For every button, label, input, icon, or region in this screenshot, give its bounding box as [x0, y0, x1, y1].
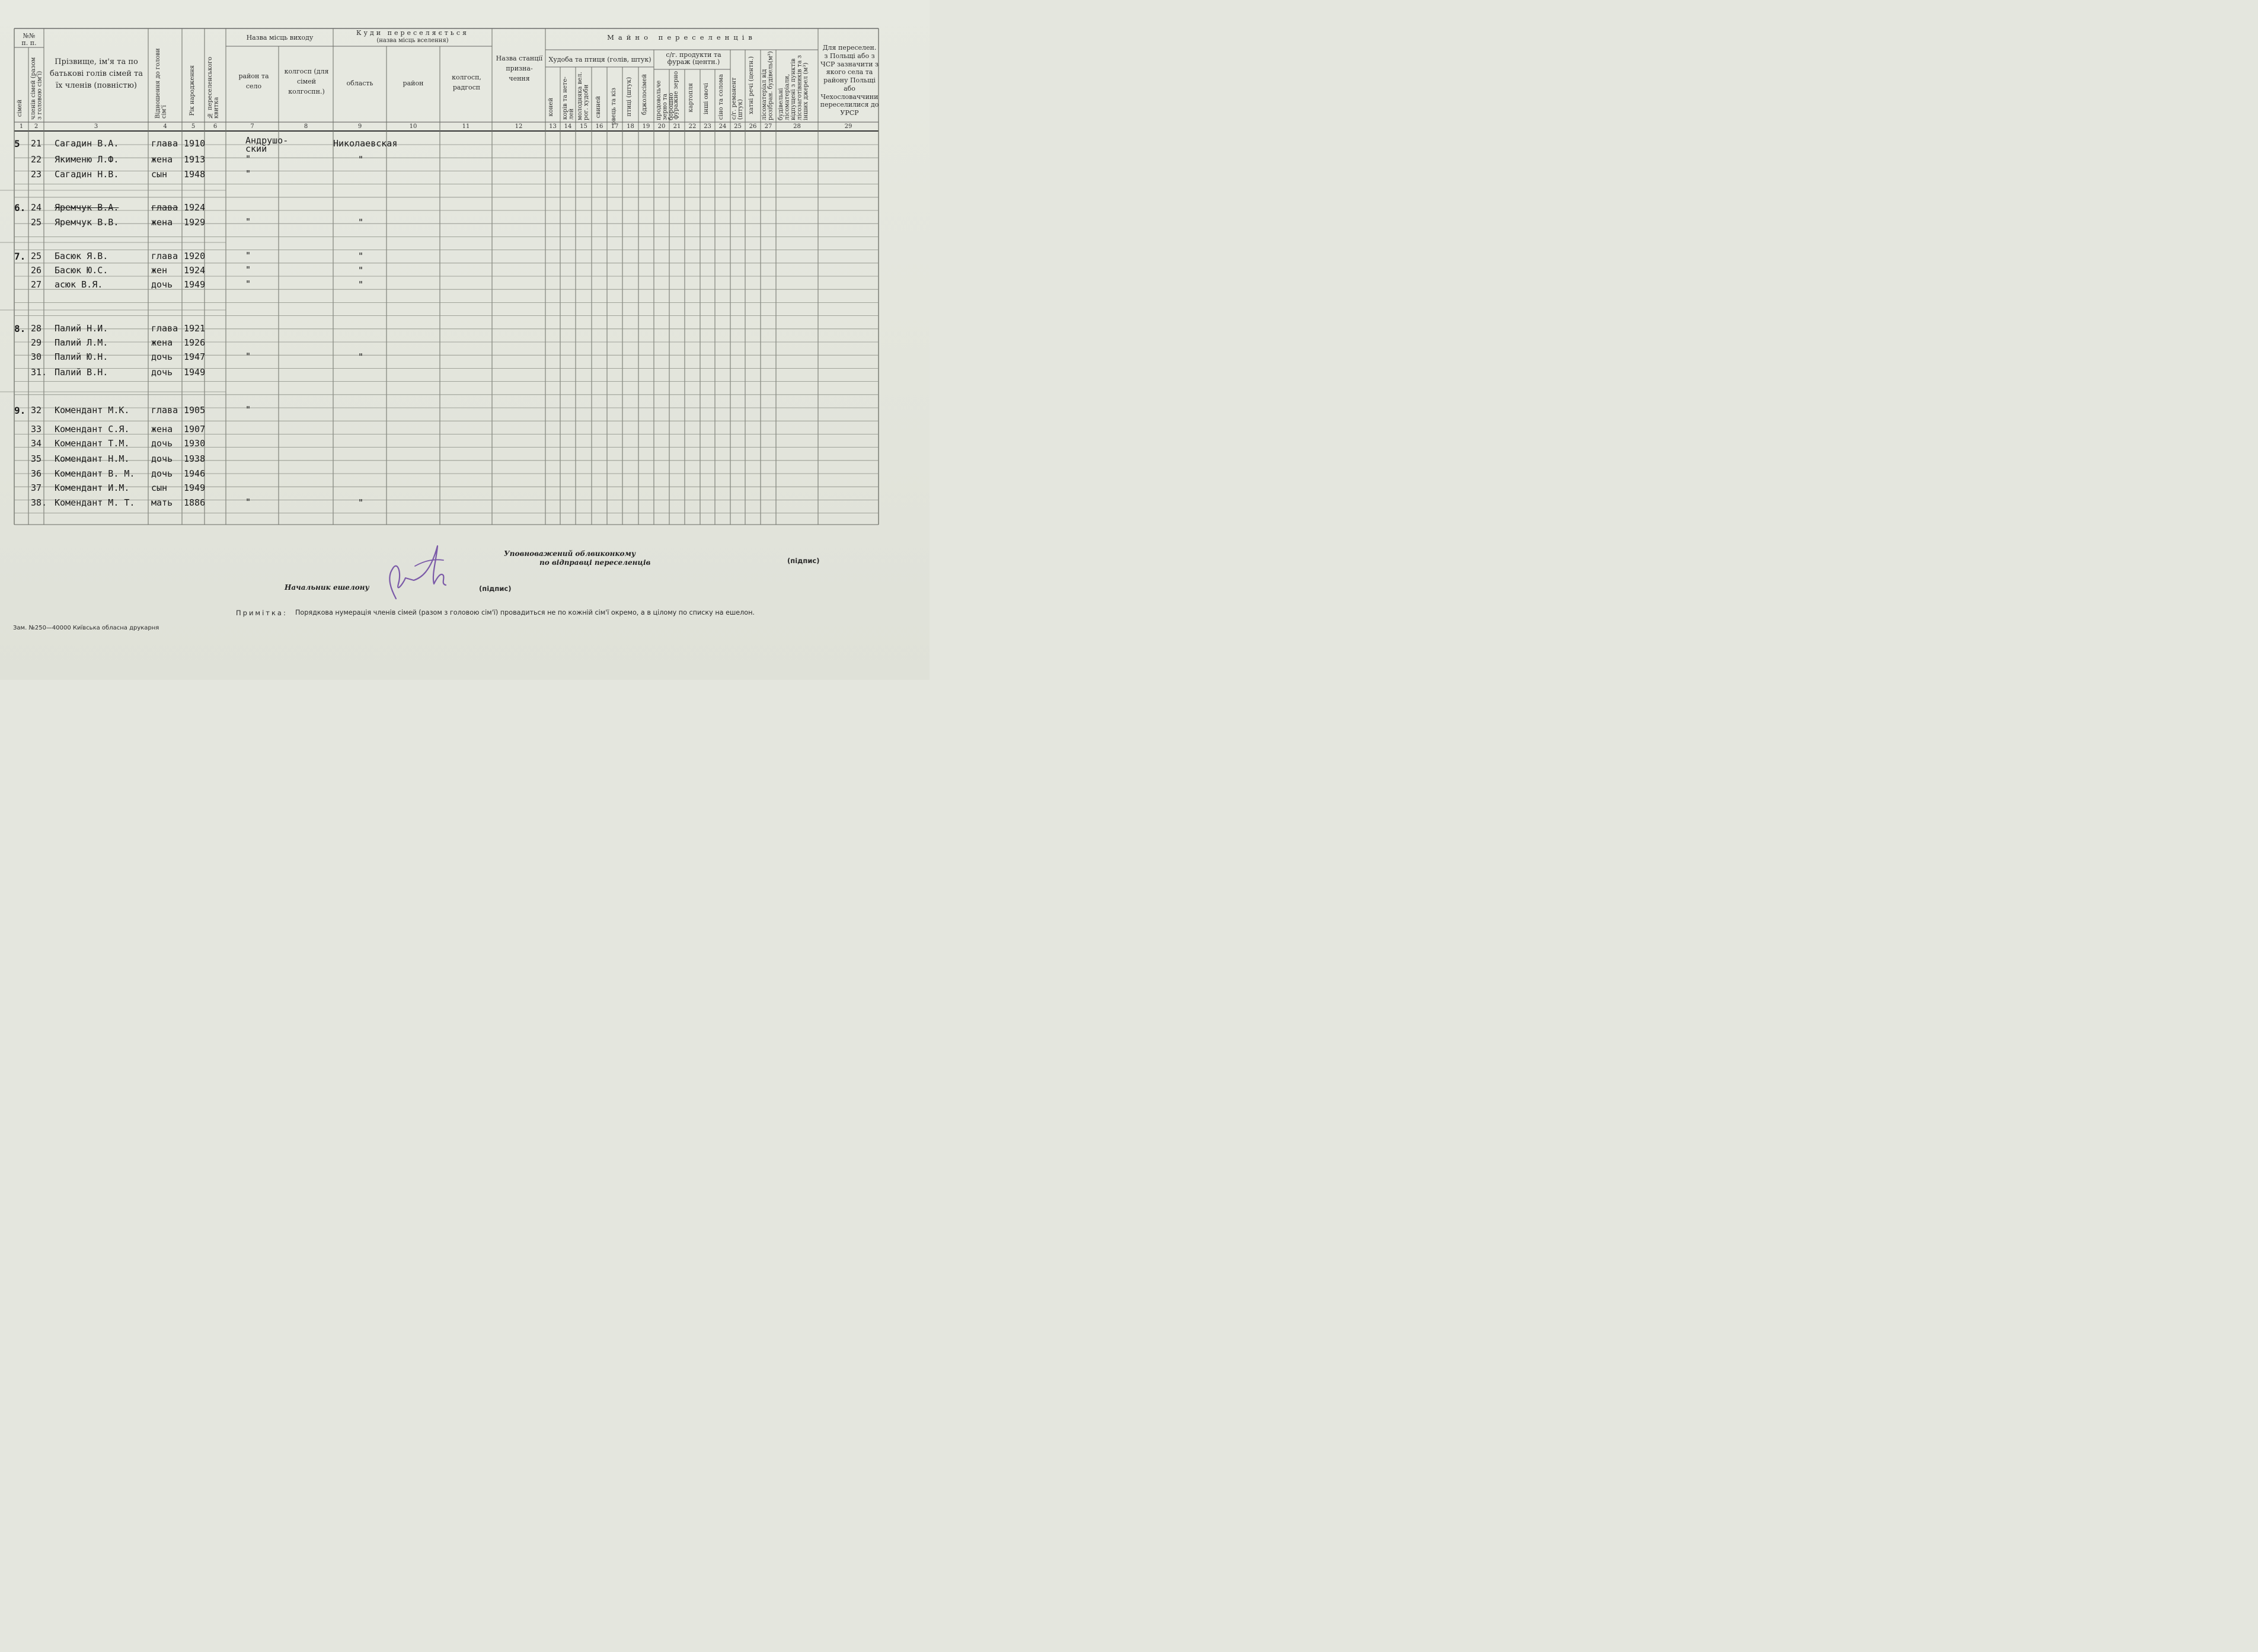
header-produce: с/г. продукти та фураж (центн.)	[666, 51, 721, 66]
member-name: Сагадин В.А.	[55, 138, 119, 149]
member-relation: сын	[151, 483, 168, 493]
family-number: 8.	[14, 323, 26, 334]
column-number: 7	[250, 123, 254, 130]
member-relation: жена	[151, 424, 173, 434]
header-sheep: овець та кіз	[611, 88, 617, 125]
header-household: хатні речі (центн.)	[748, 56, 755, 114]
destination-oblast: "	[358, 279, 364, 290]
header-property: Майно переселенців	[607, 33, 756, 41]
header-raion-selo: район та село	[238, 72, 269, 91]
header-livestock: Худоба та птиця (голів, штук)	[548, 56, 651, 63]
destination-oblast: "	[358, 265, 364, 276]
member-number: 36	[31, 468, 42, 479]
member-relation: дочь	[151, 438, 173, 449]
column-number: 29	[844, 123, 852, 130]
member-number: 29	[31, 337, 42, 348]
exit-raion-selo: "	[245, 351, 251, 362]
column-number: 16	[595, 123, 603, 130]
destination-oblast: "	[358, 217, 364, 228]
exit-raion-selo: "	[245, 497, 251, 507]
authorized-line-2: по відправці переселенців	[539, 558, 651, 567]
authorized-line-1: Уповноважений облвиконкому	[504, 549, 636, 558]
member-relation: глава	[151, 138, 178, 149]
destination-oblast: "	[358, 154, 364, 165]
member-number: 28	[31, 323, 42, 334]
member-birth-year: 1948	[184, 169, 206, 180]
column-number: 9	[357, 123, 362, 130]
column-number: 6	[213, 123, 218, 130]
header-station: Назва станції призна-чення	[496, 55, 543, 83]
column-number: 25	[734, 123, 742, 130]
note-text: Порядкова нумерація членів сімей (разом з головою сім'ї) провадиться не по кожній сім'ї окремо, а в цілому по списку на ешелон.	[295, 609, 755, 616]
column-number: 3	[94, 123, 98, 130]
header-building-timber: будівельні лісоматеріали, відпущені з пунктів лісозаготівників та з інших джерел (м³)	[778, 55, 809, 120]
column-number: 10	[409, 123, 417, 130]
member-relation: дочь	[151, 352, 173, 362]
member-relation: глава	[151, 251, 178, 261]
member-number: 31.	[31, 367, 47, 378]
family-number: 9.	[14, 405, 26, 416]
column-number: 8	[304, 123, 308, 130]
column-number: 22	[688, 123, 697, 130]
member-relation: глава	[151, 202, 178, 213]
member-relation: жена	[151, 154, 173, 165]
resettlement-form-sheet	[0, 0, 930, 680]
handwritten-signature	[379, 542, 451, 608]
exit-raion-selo: Андрушо- ский	[245, 135, 289, 155]
member-name: Комендант Т.М.	[55, 438, 130, 449]
member-number: 32	[31, 405, 42, 416]
member-name: Басюк Ю.С.	[55, 265, 108, 276]
header-kolhosp-families: колгосп (для сімей колгоспн.)	[284, 68, 329, 96]
column-number: 28	[793, 123, 801, 130]
member-number: 24	[31, 202, 42, 213]
member-number: 25	[31, 251, 42, 261]
destination-oblast: Николаевская	[333, 138, 398, 149]
destination-oblast: "	[358, 251, 364, 261]
member-relation: жена	[151, 217, 173, 228]
member-birth-year: 1929	[184, 217, 206, 228]
exit-raion-selo: "	[245, 154, 251, 164]
member-name: Палий В.Н.	[55, 367, 108, 378]
header-birds: птиці (штук)	[626, 77, 633, 117]
header-cows: корів та нете-лей	[562, 76, 575, 120]
column-number: 2	[34, 123, 39, 130]
member-relation: дочь	[151, 468, 173, 479]
header-raion: район	[403, 79, 424, 87]
header-relation: Відношення до голови сім'ї	[155, 48, 168, 119]
header-exit-places: Назва місць виходу	[246, 34, 314, 41]
member-name: Комендант Н.М.	[55, 453, 130, 464]
exit-raion-selo: "	[245, 279, 251, 289]
member-birth-year: 1907	[184, 424, 206, 434]
column-number: 14	[564, 123, 572, 130]
header-pigs: свиней	[595, 96, 602, 119]
member-birth-year: 1949	[184, 367, 206, 378]
header-timber: лісоматеріал від розібран. будівель(м³)	[761, 51, 774, 120]
header-inventory: с/г. реманент (штук)	[731, 77, 744, 120]
column-number: 13	[549, 123, 557, 130]
header-birth-year: Рік народження	[189, 65, 196, 116]
member-name: Комендант М.К.	[55, 405, 130, 416]
header-nn: №№	[23, 32, 36, 40]
column-number: 26	[749, 123, 757, 130]
member-number: 35	[31, 453, 42, 464]
member-birth-year: 1930	[184, 438, 206, 449]
member-name: Яремчук В.В.	[55, 217, 119, 228]
column-number: 18	[627, 123, 634, 130]
column-number: 24	[718, 123, 727, 130]
note-label: Примітка:	[236, 609, 288, 617]
member-name: Яремчук В.А.	[55, 202, 119, 213]
exit-raion-selo: "	[245, 404, 251, 415]
header-potatoes: картопля	[688, 83, 694, 113]
member-relation: дочь	[151, 453, 173, 464]
header-young-cattle: молодняка вел. рог. худоби	[577, 72, 590, 120]
member-number: 33	[31, 424, 42, 434]
exit-raion-selo: "	[245, 264, 251, 275]
column-number: 17	[611, 123, 619, 130]
member-relation: глава	[151, 405, 178, 416]
column-number: 21	[673, 123, 681, 130]
exit-raion-selo: "	[245, 216, 251, 227]
member-birth-year: 1949	[184, 483, 206, 493]
member-birth-year: 1905	[184, 405, 206, 416]
header-oblast: область	[346, 79, 373, 87]
member-relation: мать	[151, 497, 173, 508]
column-number: 11	[462, 123, 470, 130]
member-number: 34	[31, 438, 42, 449]
member-number: 27	[31, 279, 42, 290]
member-name: Комендант И.М.	[55, 483, 130, 493]
member-relation: жена	[151, 337, 173, 348]
column-number: 1	[19, 123, 24, 130]
member-number: 21	[31, 138, 42, 149]
header-kolhosp-radhosp: колгосп, радгосп	[452, 74, 481, 92]
member-birth-year: 1924	[184, 202, 206, 213]
header-ticket: № переселенського квитка	[207, 56, 220, 119]
member-birth-year: 1949	[184, 279, 206, 290]
member-name: Комендант В. М.	[55, 468, 135, 479]
member-birth-year: 1921	[184, 323, 206, 334]
member-name: Палий Л.М.	[55, 337, 108, 348]
member-number: 38.	[31, 497, 47, 508]
column-number: 15	[580, 123, 587, 130]
family-number: 5	[14, 138, 20, 149]
echelon-chief-label: Начальник ешелону	[285, 583, 369, 592]
column-number: 5	[191, 123, 196, 130]
destination-oblast: "	[358, 497, 364, 508]
member-name: Сагадин Н.В.	[55, 169, 119, 180]
header-fodder-grain: фуражне зерно	[673, 71, 679, 120]
member-relation: жен	[151, 265, 168, 276]
exit-raion-selo: "	[245, 168, 251, 179]
column-number: 23	[704, 123, 711, 130]
member-birth-year: 1920	[184, 251, 206, 261]
authorized-signature-label: (підпис)	[787, 557, 820, 565]
member-number: 26	[31, 265, 42, 276]
member-birth-year: 1947	[184, 352, 206, 362]
column-number: 4	[163, 123, 167, 130]
destination-oblast: "	[358, 352, 364, 362]
column-number: 20	[657, 123, 666, 130]
member-name: Якименю Л.Ф.	[55, 154, 119, 165]
member-birth-year: 1886	[184, 497, 206, 508]
echelon-signature-label: (підпис)	[479, 584, 512, 593]
column-number: 19	[642, 123, 650, 130]
member-birth-year: 1946	[184, 468, 206, 479]
header-vegetables: інші овочі	[703, 83, 710, 115]
header-name: Прізвище, ім'я та по батькові голів сімей та їх членів (повністю)	[50, 57, 143, 91]
member-name: Комендант С.Я.	[55, 424, 130, 434]
member-name: Комендант М. Т.	[55, 497, 135, 508]
member-number: 30	[31, 352, 42, 362]
header-poland-note: Для переселен. з Польщі або з ЧСР зазначити з якого села та району Польщі або Чехословаччини переселилися до УРСР	[820, 44, 879, 117]
member-birth-year: 1913	[184, 154, 206, 165]
header-hay: сіно та солома	[718, 74, 724, 120]
member-name: Палий Ю.Н.	[55, 352, 108, 362]
column-number: 27	[764, 123, 772, 130]
printer-imprint: Зам. №250—40000 Київська обласна друкарня	[13, 625, 159, 631]
member-number: 22	[31, 154, 42, 165]
member-birth-year: 1910	[184, 138, 206, 149]
member-birth-year: 1938	[184, 453, 206, 464]
member-birth-year: 1924	[184, 265, 206, 276]
member-birth-year: 1926	[184, 337, 206, 348]
column-number: 12	[515, 123, 523, 130]
exit-raion-selo: "	[245, 250, 251, 261]
member-relation: дочь	[151, 367, 173, 378]
header-horses: коней	[548, 98, 554, 117]
member-number: 37	[31, 483, 42, 493]
family-number: 6.	[14, 202, 26, 213]
header-families: сімей	[17, 100, 23, 117]
header-destination-sub: (назва місць вселення)	[376, 37, 449, 44]
member-relation: глава	[151, 323, 178, 334]
header-members: членів сімей (разом з головою сім'ї)	[30, 57, 43, 120]
member-name: Палий Н.И.	[55, 323, 108, 334]
family-number: 7.	[14, 251, 26, 262]
member-name: асюк В.Я.	[55, 279, 103, 290]
header-grain: продовольче зерно та борошно	[656, 80, 675, 120]
member-number: 23	[31, 169, 42, 180]
member-number: 25	[31, 217, 42, 228]
member-relation: дочь	[151, 279, 173, 290]
member-relation: сын	[151, 169, 168, 180]
header-destination: Куди переселяється	[356, 29, 469, 37]
header-bees: бджолосімей	[641, 74, 648, 115]
member-name: Басюк Я.В.	[55, 251, 108, 261]
header-pp: п. п.	[21, 39, 37, 47]
